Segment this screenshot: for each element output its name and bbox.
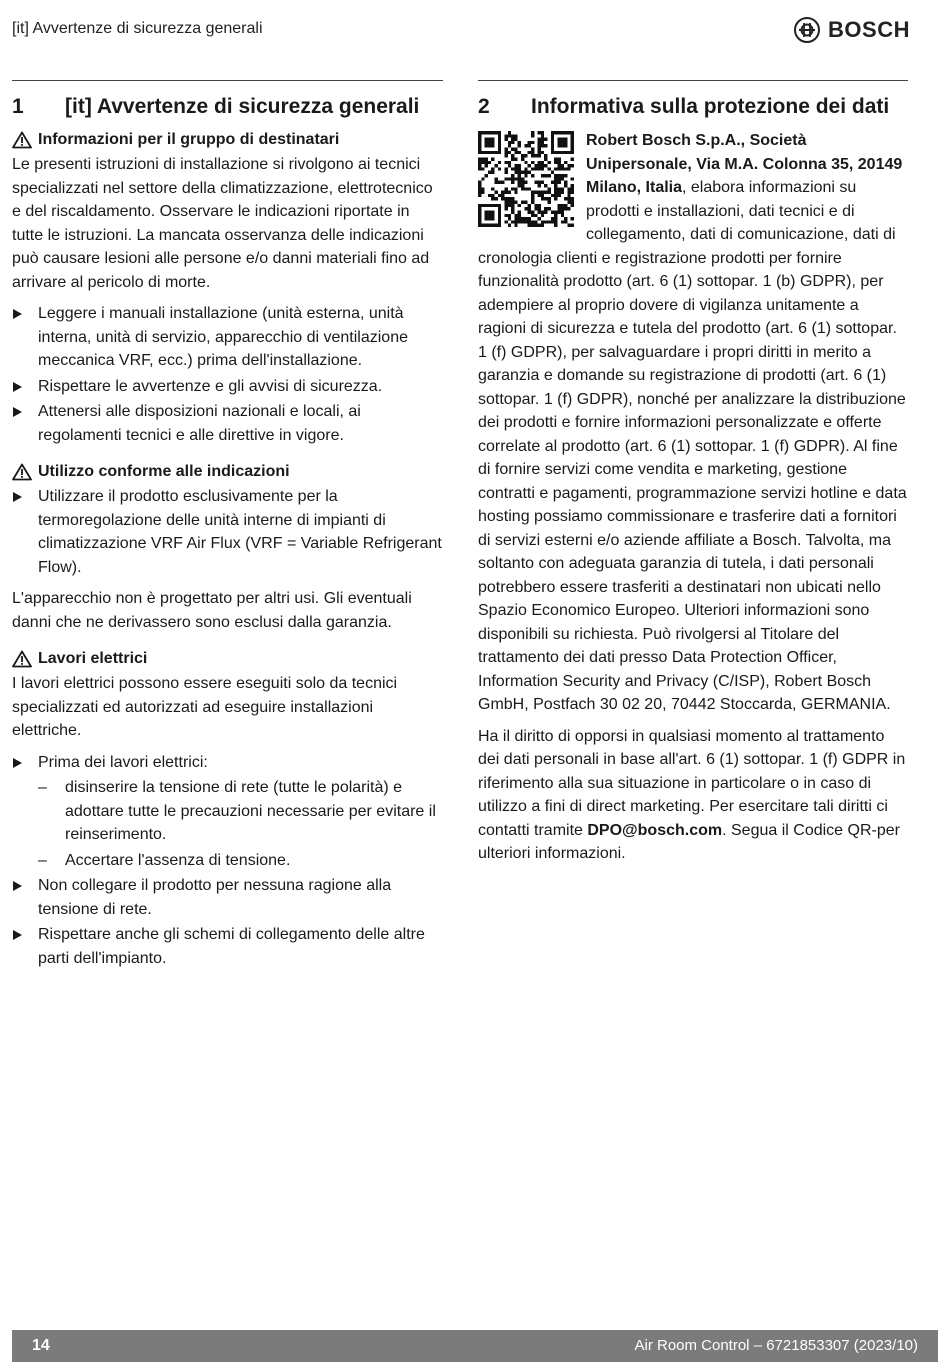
warning-triangle-icon <box>12 463 32 481</box>
list-item <box>12 874 443 921</box>
subheading-text: Lavori elettrici <box>38 650 148 667</box>
dash-item-text: disinserire la tensione di rete (tutte le polarità) e adottare tutte le precauzioni necessarie per evitare il reinserimento. <box>65 779 436 843</box>
triangle-bullet-icon <box>13 382 22 392</box>
heading-text: [it] Avvertenze di sicurezza generali <box>65 95 420 118</box>
warning-triangle-icon <box>12 131 32 149</box>
privacy-text: , elabora informazioni su prodotti e installazioni, dati tecnici e di collegamento, dati di comunicazione, dati di cronologia clienti e registrazione prodotti per fornire funzionalità prodotto (art. 6 (1) sottopar. 1 (b) GDPR), per adempiere al proprio dovere di vigilanza unitamente a ragioni di sicurezza e tutela del prodotto (art. 6 (1) sottopar. 1 (f) GDPR), per salvaguardare i propri diritti in merito a garanzia e domande su registrazione di prodotti (art. 6 (1) sottopar. 1 (f) GDPR), nonché per analizzare la distribuzione dei prodotti e fornire informazioni personalizzate e offerte correlate al prodotto (art. 6 (1) sottopar. 1 (f) GDPR). Al fine di fornire servizi come vendita e marketing, gestione contratti e pagamenti, programmazione servizi hotline e data hosting possiamo commissionare e trasferire dati a fornitori di servizi esterni e/o aziende affiliate a Bosch. Talvolta, ma soltanto con adeguata garanzia di tutela, i dati personali potrebbero essere trasferiti a destinatari non ubicati nello Spazio Economico Europeo. Ulteriori informazioni sono disponibili su richiesta. Può rivolgersi al Titolare del trattamento dei dati presso Data Protection Officer, Information Security and Privacy (C/ISP), Robert Bosch GmbH, Postfach 30 02 20, 70442 Stoccarda, GERMANIA. <box>478 179 907 713</box>
list-item <box>12 751 443 873</box>
subheading-text: Informazioni per il gruppo di destinatari <box>38 131 340 148</box>
list-item <box>12 400 443 447</box>
brand-name: BOSCH <box>828 17 910 42</box>
dash-item-text: Accertare l'assenza di tensione. <box>65 851 291 869</box>
triangle-bullet-icon <box>13 881 22 891</box>
company-address: Robert Bosch S.p.A., Società Unipersonale, Via M.A. Colonna 35, 20149 Milano, Italia <box>586 132 903 196</box>
paragraph: L'apparecchio non è progettato per altri usi. Gli eventuali danni che ne derivassero sono esclusi dalla garanzia. <box>12 590 412 631</box>
bullet-list <box>12 485 443 579</box>
heading-number: 2 <box>478 95 490 118</box>
list-item <box>12 923 443 970</box>
paragraph: I lavori elettrici possono essere eseguiti solo da tecnici specializzati ed autorizzati ad eseguire installazioni elettriche. <box>12 675 398 739</box>
running-header-title: [it] Avvertenze di sicurezza generali <box>12 20 263 37</box>
subheading-electrical-work <box>12 648 443 670</box>
list-item-text: Attenersi alle disposizioni nazionali e locali, ai regolamenti tecnici e alle direttive in vigore. <box>38 403 361 444</box>
subheading-target-group <box>12 129 443 151</box>
list-item-text: Utilizzare il prodotto esclusivamente per la termoregolazione delle unità interne di impianti di climatizzazione VRF Air Flux (VRF = Variable Refrigerant Flow). <box>38 488 442 576</box>
heading-number: 1 <box>12 95 24 118</box>
dpo-email[interactable]: DPO@bosch.com <box>587 821 723 839</box>
page-number: 14 <box>32 1337 50 1354</box>
list-item-text: Rispettare le avvertenze e gli avvisi di sicurezza. <box>38 377 383 395</box>
list-item <box>12 302 443 373</box>
heading-text: Informativa sulla protezione dei dati <box>531 95 890 118</box>
triangle-bullet-icon <box>13 309 22 319</box>
bullet-list <box>12 751 443 971</box>
right-column <box>478 80 908 874</box>
subheading-intended-use <box>12 461 443 483</box>
list-item <box>12 375 443 399</box>
triangle-bullet-icon <box>13 758 22 768</box>
paragraph: Le presenti istruzioni di installazione si rivolgono ai tecnici specializzati nel settore della climatizzazione, elettrotecnico e del riscaldamento. Osservare le indicazioni riportate in tutte le istruzioni. La mancata osservanza delle indicazioni può causare lesioni alle persone e/o danni materiali fino ad arrivare al pericolo di morte. <box>12 156 433 291</box>
dash-item <box>38 776 443 847</box>
section-heading-1 <box>12 93 443 121</box>
qr-code[interactable] <box>478 131 574 227</box>
document-reference: Air Room Control – 6721853307 (2023/10) <box>634 1337 918 1354</box>
rights-paragraph <box>478 725 908 866</box>
list-item-text: Rispettare anche gli schemi di collegamento delle altre parti dell'impianto. <box>38 926 425 967</box>
section-heading-2 <box>478 93 908 121</box>
dash-list <box>38 776 443 872</box>
triangle-bullet-icon <box>13 930 22 940</box>
left-column <box>12 80 443 978</box>
list-item-text: Non collegare il prodotto per nessuna ragione alla tensione di rete. <box>38 877 392 918</box>
dash-item <box>38 849 443 873</box>
bosch-armature-icon <box>794 17 820 43</box>
bosch-logo <box>794 17 910 43</box>
subheading-text: Utilizzo conforme alle indicazioni <box>38 463 290 480</box>
bullet-list <box>12 302 443 447</box>
list-item <box>12 485 443 579</box>
dash-symbol: – <box>38 779 47 796</box>
rights-text-end: . Segua il Codice QR-per ulteriori informazioni. <box>478 821 900 862</box>
rights-text: Ha il diritto di opporsi in qualsiasi momento al trattamento dei dati personali in base all'art. 6 (1) sottopar. 1 (f) GDPR in riferimento alla sua situazione in particolare o in caso di utilizzo a fini di direct marketing. Per esercitare tali diritti ci contatti tramite <box>478 727 906 839</box>
dash-symbol: – <box>38 851 47 869</box>
triangle-bullet-icon <box>13 407 22 417</box>
triangle-bullet-icon <box>13 492 22 502</box>
list-item-text: Leggere i manuali installazione (unità esterna, unità interna, unità di servizio, apparecchio di ventilazione meccanica VRF, ecc.) prima dell'installazione. <box>38 305 408 369</box>
list-item-text: Prima dei lavori elettrici: <box>38 753 208 771</box>
page-footer <box>12 1330 938 1362</box>
warning-triangle-icon <box>12 650 32 668</box>
